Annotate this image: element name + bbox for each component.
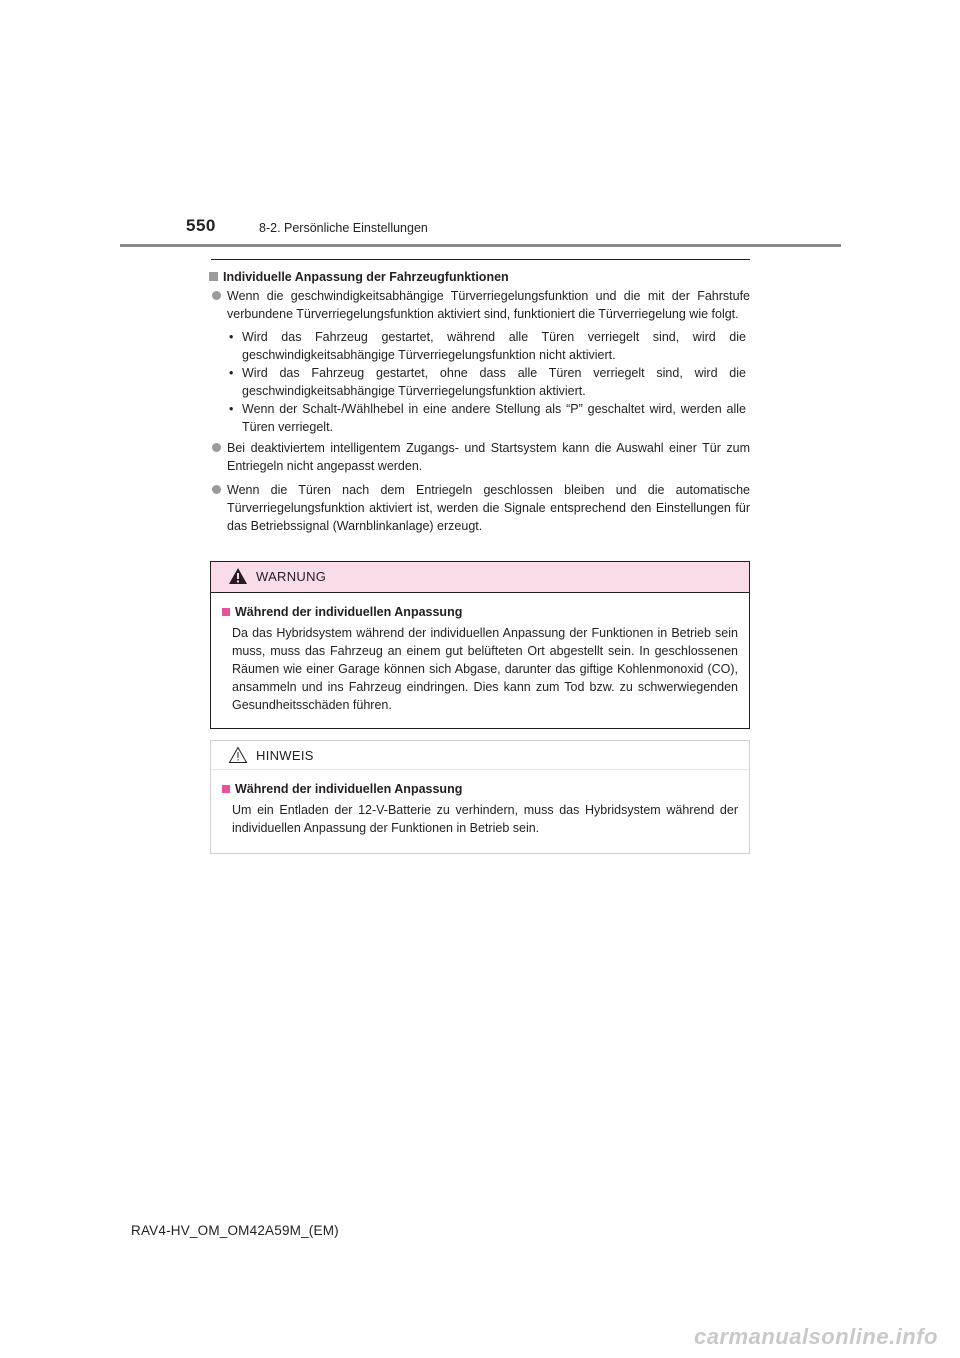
square-bullet-icon — [209, 272, 218, 281]
note-body — [211, 770, 749, 837]
square-bullet-icon — [222, 785, 230, 793]
bullet-text: Wenn die geschwindigkeitsabhängige Türverriegelungsfunktion und die mit der Fahrstufe verbundene Türverriegelungsfunktion aktiviert sind, funktioniert die Türverriegelung wie folgt. — [227, 289, 750, 321]
warning-triangle-icon — [228, 567, 248, 585]
warning-title: WARNUNG — [256, 569, 327, 584]
warning-header — [211, 562, 749, 593]
sub-list — [211, 328, 750, 436]
section-rule — [211, 259, 750, 260]
warning-box — [210, 561, 750, 729]
sub-item-text: Wird das Fahrzeug gestartet, ohne dass alle Türen verriegelt sind, wird die geschwindigkeitsabhängige Türverriegelungsfunktion aktiviert. — [242, 366, 746, 398]
sub-item — [227, 328, 750, 364]
bullet-text: Wenn die Türen nach dem Entriegeln geschlossen bleiben und die automatische Türverriegelungsfunktion aktiviert ist, werden die Signale entsprechend den Einstellungen für das Betriebssignal (Warnblinkanlage) erzeugt. — [227, 483, 750, 533]
section-heading — [209, 268, 750, 286]
note-title: HINWEIS — [256, 748, 314, 763]
caution-triangle-icon — [228, 746, 248, 764]
warning-body — [211, 593, 749, 714]
header-rule — [120, 244, 841, 247]
bullet-text: Bei deaktiviertem intelligentem Zugangs- und Startsystem kann die Auswahl einer Tür zum Entriegeln nicht angepasst werden. — [227, 441, 750, 473]
bullet-item — [211, 439, 750, 475]
note-heading — [222, 780, 738, 798]
round-bullet-icon — [212, 485, 221, 494]
dot-marker-icon: • — [229, 402, 234, 416]
sub-item — [227, 400, 750, 436]
note-box — [210, 740, 750, 854]
section-content — [211, 268, 750, 535]
dot-marker-icon: • — [229, 366, 234, 380]
page-number: 550 — [186, 216, 216, 235]
watermark: carmanualsonline.info — [694, 1324, 938, 1349]
sub-item — [227, 364, 750, 400]
dot-marker-icon: • — [229, 330, 234, 344]
sub-item-text: Wenn der Schalt-/Wählhebel in eine andere Stellung als “P” geschaltet wird, werden alle Türen verriegelt. — [242, 402, 746, 434]
bullet-item — [211, 481, 750, 535]
document-code: RAV4-HV_OM_OM42A59M_(EM) — [131, 1223, 339, 1238]
chapter-title: 8-2. Persönliche Einstellungen — [259, 221, 428, 235]
section-heading-text: Individuelle Anpassung der Fahrzeugfunktionen — [223, 270, 509, 284]
round-bullet-icon — [212, 291, 221, 300]
round-bullet-icon — [212, 443, 221, 452]
warning-heading — [222, 603, 738, 621]
note-text: Um ein Entladen der 12-V-Batterie zu verhindern, muss das Hybridsystem während der individuellen Anpassung der Funktionen in Betrieb sein. — [232, 803, 738, 835]
warning-heading-text: Während der individuellen Anpassung — [235, 605, 463, 619]
note-heading-text: Während der individuellen Anpassung — [235, 782, 463, 796]
warning-text: Da das Hybridsystem während der individuellen Anpassung der Funktionen in Betrieb sein muss, muss das Fahrzeug an einem gut belüfteten Ort abgestellt sein. In geschlossenen Räumen wie einer Garage können sich Abgase, darunter das giftige Kohlenmonoxid (CO), ansammeln und ins Fahrzeug eindringen. Dies kann zum Tod bzw. zu schwerwiegenden Gesundheitsschäden führen. — [232, 626, 738, 712]
bullet-item — [211, 287, 750, 323]
note-header — [211, 741, 749, 770]
square-bullet-icon — [222, 608, 230, 616]
sub-item-text: Wird das Fahrzeug gestartet, während alle Türen verriegelt sind, wird die geschwindigkeitsabhängige Türverriegelungsfunktion nicht aktiviert. — [242, 330, 746, 362]
